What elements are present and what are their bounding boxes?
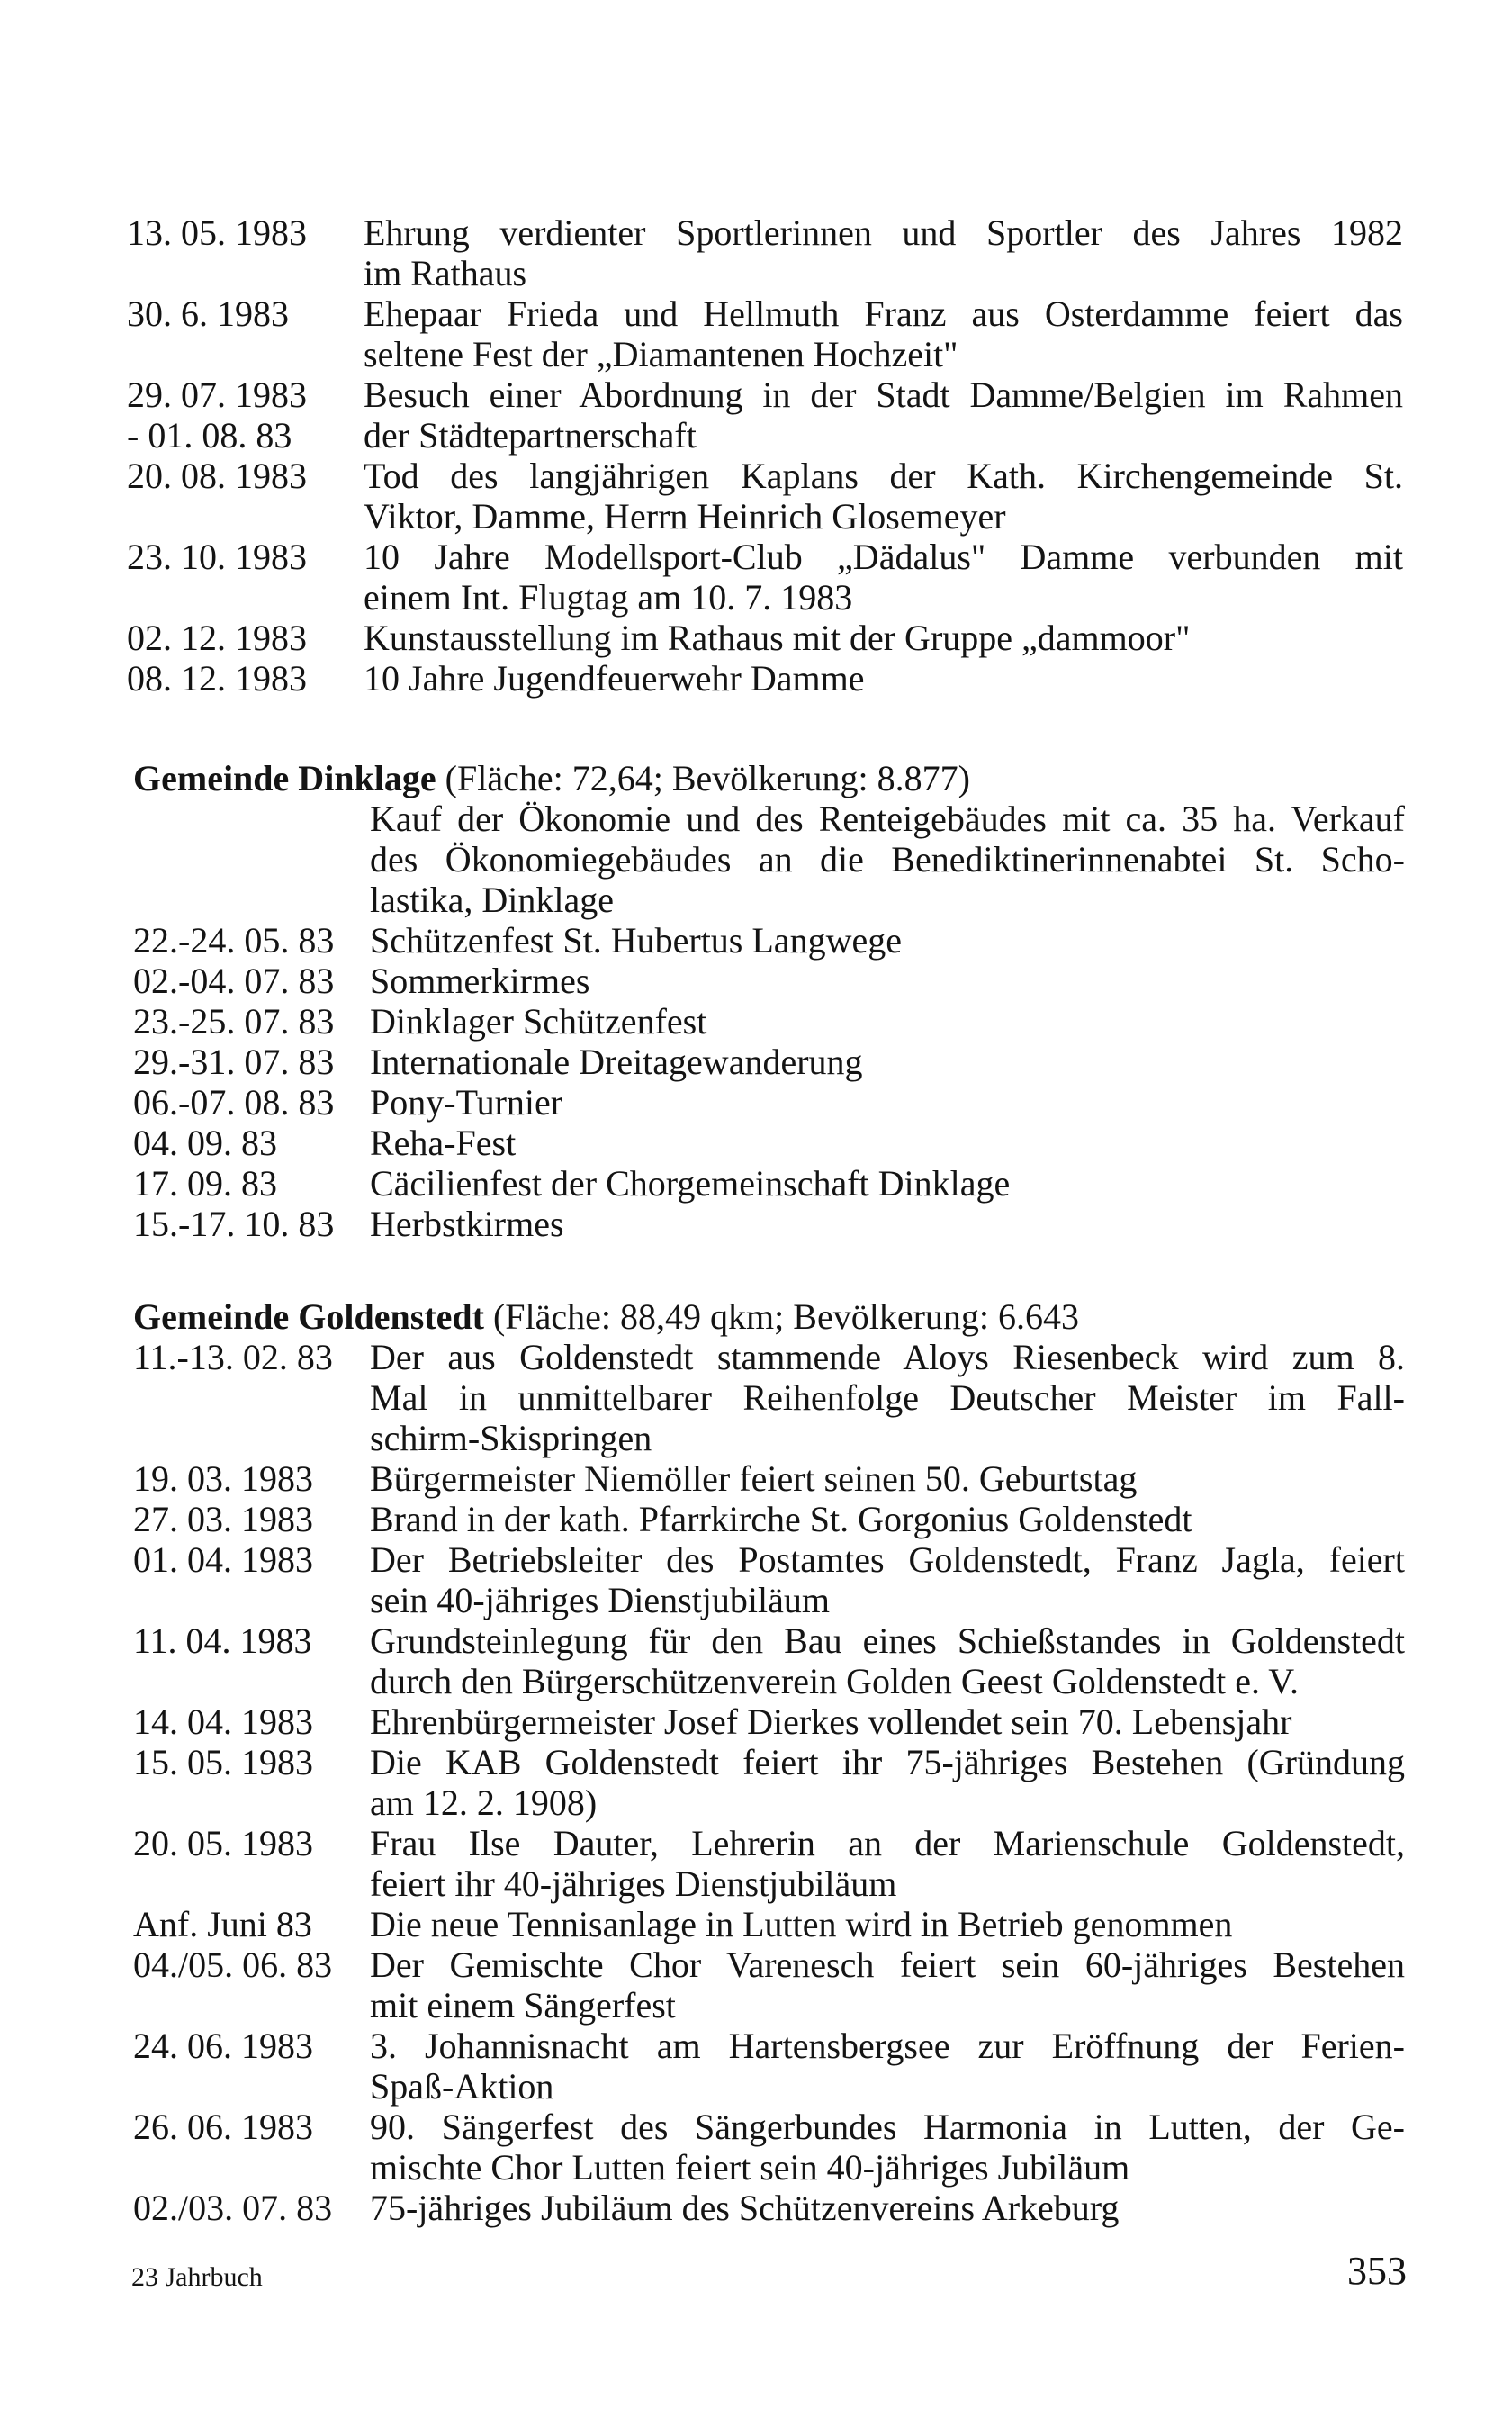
chronicle-entry [0,1823,1512,1904]
chronicle-entry [0,1944,1512,2026]
entry-line [0,1123,1512,1163]
entry-line [0,212,1512,253]
chronicle-entry [0,1458,1512,1499]
entry-text: Der aus Goldenstedt stammende Aloys Riesenbeck wird zum 8. [370,1337,1405,1377]
entry-text: Kunstausstellung im Rathaus mit der Gruppe „dammoor" [364,618,1191,658]
chronicle-entry [0,1337,1512,1458]
chronicle-section-goldenstedt [0,1337,1512,2228]
entry-line [0,537,1512,577]
entry-date: 19. 03. 1983 [133,1458,313,1499]
entry-line [0,1001,1512,1042]
chronicle-entry [0,658,1512,699]
entry-text: Frau Ilse Dauter, Lehrerin an der Marienschule Goldenstedt, [370,1823,1405,1863]
entry-date: 20. 08. 1983 [127,456,307,496]
entry-date: 22.-24. 05. 83 [133,920,335,961]
chronicle-entry [0,2107,1512,2188]
section-heading-dinklage [133,758,970,798]
entry-text: Brand in der kath. Pfarrkirche St. Gorgonius Goldenstedt [370,1499,1192,1539]
entry-line [0,839,1512,880]
entry-text: mischte Chor Lutten feiert sein 40-jähriges Jubiläum [370,2147,1130,2188]
entry-text: Mal in unmittelbarer Reihenfolge Deutscher Meister im Fall- [370,1377,1405,1418]
entry-text: Herbstkirmes [370,1204,564,1244]
entry-date: 27. 03. 1983 [133,1499,313,1539]
entry-line [0,1418,1512,1458]
entry-line [0,1499,1512,1539]
entry-text: Der Gemischte Chor Varenesch feiert sein 60-jähriges Bestehen [370,1944,1405,1985]
entry-text: 10 Jahre Modellsport-Club „Dädalus" Damme verbunden mit [364,537,1403,577]
chronicle-entry [0,798,1512,920]
entry-text: Ehrenbürgermeister Josef Dierkes vollendet sein 70. Lebensjahr [370,1701,1292,1742]
entry-text: lastika, Dinklage [370,880,615,920]
chronicle-entry [0,2188,1512,2228]
entry-date: 13. 05. 1983 [127,212,307,253]
entry-text: Grundsteinlegung für den Bau eines Schießstandes in Goldenstedt [370,1620,1405,1661]
entry-line [0,1377,1512,1418]
entry-line [0,1701,1512,1742]
entry-text: Spaß-Aktion [370,2066,554,2107]
entry-line [0,1204,1512,1244]
entry-line [0,2147,1512,2188]
entry-text: Kauf der Ökonomie und des Renteigebäudes mit ca. 35 ha. Verkauf [370,798,1405,839]
entry-line [0,253,1512,293]
entry-line [0,415,1512,456]
chronicle-section-damme [0,212,1512,699]
footer-label: 23 Jahrbuch [131,2262,263,2292]
entry-line [0,1082,1512,1123]
chronicle-entry [0,1042,1512,1082]
entry-date: 02. 12. 1983 [127,618,307,658]
entry-text: sein 40-jähriges Dienstjubiläum [370,1580,831,1620]
page-number: 353 [1347,2249,1407,2293]
entry-line [0,1863,1512,1904]
entry-line [0,1539,1512,1580]
entry-text: einem Int. Flugtag am 10. 7. 1983 [364,577,853,618]
entry-line [0,1620,1512,1661]
entry-text: Die KAB Goldenstedt feiert ihr 75-jähriges Bestehen (Gründung [370,1742,1405,1782]
entry-date: 04. 09. 83 [133,1123,277,1163]
heading-name: Gemeinde Goldenstedt [133,1296,484,1337]
entry-line [0,880,1512,920]
entry-line [0,961,1512,1001]
heading-details: (Fläche: 88,49 qkm; Bevölkerung: 6.643 [492,1296,1079,1337]
entry-text: durch den Bürgerschützenverein Golden Geest Goldenstedt e. V. [370,1661,1299,1701]
chronicle-entry [0,537,1512,618]
entry-line [0,456,1512,496]
entry-line [0,1985,1512,2026]
entry-date: 04./05. 06. 83 [133,1944,333,1985]
entry-line [0,1580,1512,1620]
entry-text: 75-jähriges Jubiläum des Schützenvereins Arkeburg [370,2188,1120,2228]
entry-text: Reha-Fest [370,1123,517,1163]
entry-date: 29. 07. 1983 [127,374,307,415]
chronicle-entry [0,1499,1512,1539]
entry-line [0,618,1512,658]
entry-line [0,1042,1512,1082]
entry-date: 06.-07. 08. 83 [133,1082,335,1123]
entry-line [0,334,1512,374]
entry-text: Die neue Tennisanlage in Lutten wird in Betrieb genommen [370,1904,1233,1944]
entry-date: 02.-04. 07. 83 [133,961,335,1001]
entry-date: 26. 06. 1983 [133,2107,313,2147]
chronicle-entry [0,374,1512,456]
entry-text: seltene Fest der „Diamantenen Hochzeit" [364,334,958,374]
entry-text: der Städtepartnerschaft [364,415,697,456]
chronicle-entry [0,1742,1512,1823]
entry-text: am 12. 2. 1908) [370,1782,598,1823]
entry-line [0,2026,1512,2066]
entry-date: 30. 6. 1983 [127,293,289,334]
chronicle-entry [0,456,1512,537]
entry-line [0,798,1512,839]
entry-date: 17. 09. 83 [133,1163,277,1204]
entry-date: 14. 04. 1983 [133,1701,313,1742]
chronicle-entry [0,1539,1512,1620]
entry-line [0,496,1512,537]
chronicle-entry [0,1123,1512,1163]
heading-name: Gemeinde Dinklage [133,758,436,798]
entry-text: im Rathaus [364,253,527,293]
entry-line [0,658,1512,699]
entry-line [0,1742,1512,1782]
heading-details: (Fläche: 72,64; Bevölkerung: 8.877) [445,758,970,798]
entry-line [0,1944,1512,1985]
entry-date: 01. 04. 1983 [133,1539,313,1580]
entry-line [0,1337,1512,1377]
entry-line [0,374,1512,415]
entry-text: Dinklager Schützenfest [370,1001,707,1042]
chronicle-entry [0,212,1512,293]
entry-text: 90. Sängerfest des Sängerbundes Harmonia in Lutten, der Ge- [370,2107,1405,2147]
chronicle-entry [0,1701,1512,1742]
entry-date: 15. 05. 1983 [133,1742,313,1782]
entry-text: mit einem Sängerfest [370,1985,676,2026]
entry-line [0,2188,1512,2228]
entry-line [0,1782,1512,1823]
entry-date: 11. 04. 1983 [133,1620,312,1661]
entry-date: 02./03. 07. 83 [133,2188,333,2228]
entry-date: 11.-13. 02. 83 [133,1337,333,1377]
entry-text: Cäcilienfest der Chorgemeinschaft Dinklage [370,1163,1011,1204]
entry-text: 10 Jahre Jugendfeuerwehr Damme [364,658,865,699]
chronicle-entry [0,1620,1512,1701]
entry-text: Pony-Turnier [370,1082,563,1123]
entry-date: 23. 10. 1983 [127,537,307,577]
entry-date: - 01. 08. 83 [127,415,292,456]
entry-text: feiert ihr 40-jähriges Dienstjubiläum [370,1863,897,1904]
entry-line [0,1458,1512,1499]
chronicle-section-dinklage [0,798,1512,1244]
chronicle-entry [0,1904,1512,1944]
entry-text: schirm-Skispringen [370,1418,652,1458]
section-heading-goldenstedt [133,1296,1079,1337]
entry-date: 08. 12. 1983 [127,658,307,699]
chronicle-entry [0,293,1512,374]
entry-date: 23.-25. 07. 83 [133,1001,335,1042]
entry-line [0,2066,1512,2107]
entry-text: Bürgermeister Niemöller feiert seinen 50. Geburtstag [370,1458,1138,1499]
entry-text: des Ökonomiegebäudes an die Benediktinerinnenabtei St. Scho- [370,839,1405,880]
entry-line [0,2107,1512,2147]
entry-text: Internationale Dreitagewanderung [370,1042,863,1082]
chronicle-entry [0,1001,1512,1042]
entry-date: 29.-31. 07. 83 [133,1042,335,1082]
chronicle-entry [0,2026,1512,2107]
chronicle-entry [0,961,1512,1001]
entry-date: 20. 05. 1983 [133,1823,313,1863]
entry-text: Ehrung verdienter Sportlerinnen und Sportler des Jahres 1982 [364,212,1403,253]
chronicle-entry [0,1204,1512,1244]
entry-line [0,1163,1512,1204]
entry-text: Tod des langjährigen Kaplans der Kath. Kirchengemeinde St. [364,456,1403,496]
entry-text: Der Betriebsleiter des Postamtes Goldenstedt, Franz Jagla, feiert [370,1539,1405,1580]
entry-text: 3. Johannisnacht am Hartensbergsee zur Eröffnung der Ferien- [370,2026,1405,2066]
entry-line [0,1823,1512,1863]
chronicle-entry [0,1163,1512,1204]
chronicle-entry [0,920,1512,961]
entry-line [0,920,1512,961]
entry-text: Besuch einer Abordnung in der Stadt Damme/Belgien im Rahmen [364,374,1403,415]
entry-date: 15.-17. 10. 83 [133,1204,335,1244]
entry-line [0,1904,1512,1944]
entry-text: Sommerkirmes [370,961,590,1001]
entry-text: Schützenfest St. Hubertus Langwege [370,920,902,961]
entry-date: Anf. Juni 83 [133,1904,312,1944]
chronicle-entry [0,618,1512,658]
entry-line [0,1661,1512,1701]
entry-text: Ehepaar Frieda und Hellmuth Franz aus Osterdamme feiert das [364,293,1403,334]
entry-text: Viktor, Damme, Herrn Heinrich Glosemeyer [364,496,1006,537]
entry-line [0,293,1512,334]
entry-date: 24. 06. 1983 [133,2026,313,2066]
entry-line [0,577,1512,618]
chronicle-entry [0,1082,1512,1123]
